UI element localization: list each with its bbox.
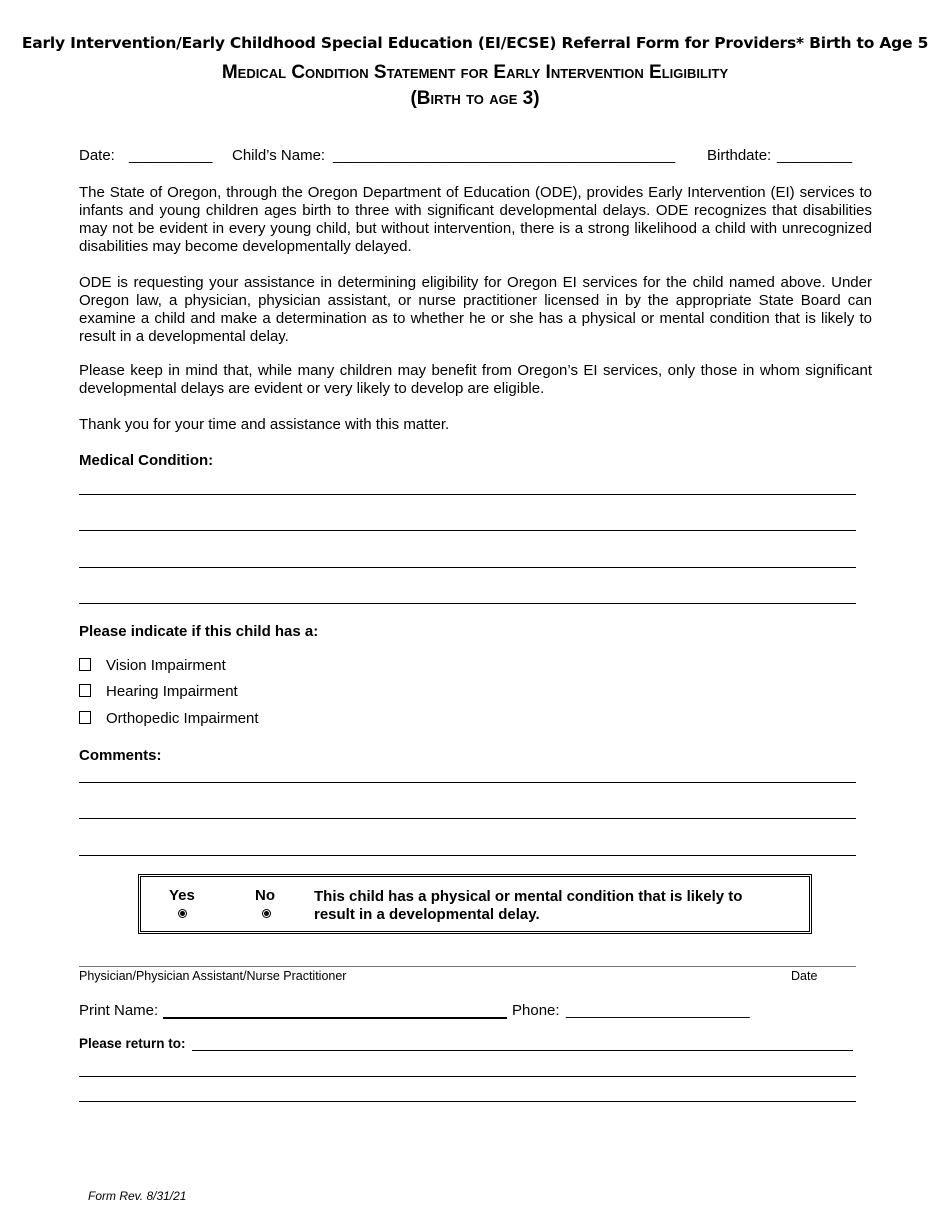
vision-impairment-checkbox[interactable] — [79, 658, 91, 671]
phone-label: Phone: — [512, 1002, 560, 1019]
return-to-line-2[interactable] — [79, 1076, 856, 1077]
print-name-field[interactable] — [163, 1017, 507, 1019]
medical-condition-line-2[interactable] — [79, 530, 856, 531]
orthopedic-impairment-checkbox[interactable] — [79, 711, 91, 724]
medical-condition-line-3[interactable] — [79, 567, 856, 568]
impairments-label: Please indicate if this child has a: — [79, 623, 319, 640]
birthdate-field[interactable]: _________ — [777, 147, 853, 164]
request-paragraph: ODE is requesting your assistance in determining eligibility for Oregon EI services for the child named above. Under Oregon law, a physician, physician assistant, or nurse practitioner licensed in by the appropriate State Board can examine a child and make a determination as to whether he or she has a physical or mental condition that is likely to result in a developmental delay. — [79, 274, 872, 345]
return-to-label: Please return to: — [79, 1036, 186, 1051]
page-title: Medical Condition Statement for Early Intervention Eligibility — [221, 62, 729, 83]
comments-line-1[interactable] — [79, 782, 856, 783]
signature-date-label: Date — [791, 969, 818, 983]
comments-line-3[interactable] — [79, 855, 856, 856]
no-label: No — [255, 887, 275, 904]
attestation-statement: This child has a physical or mental condition that is likely to result in a developmental delay. — [314, 888, 743, 923]
phone-field[interactable]: ______________________ — [566, 1002, 750, 1019]
comments-label: Comments: — [79, 747, 162, 764]
date-field[interactable]: __________ — [129, 147, 213, 164]
form-revision: Form Rev. 8/31/21 — [88, 1189, 187, 1203]
comments-line-2[interactable] — [79, 818, 856, 819]
print-name-label: Print Name: — [79, 1002, 159, 1019]
hearing-impairment-checkbox[interactable] — [79, 684, 91, 697]
eligibility-paragraph: Please keep in mind that, while many children may benefit from Oregon’s EI services, only those in whom significant developmental delays are evident or very likely to develop are eligible. — [79, 362, 872, 397]
return-to-line-1[interactable] — [192, 1050, 853, 1051]
child-info-row — [79, 147, 871, 167]
orthopedic-impairment-label: Orthopedic Impairment — [106, 710, 259, 727]
intro-paragraph: The State of Oregon, through the Oregon Department of Education (ODE), provides Early Intervention (EI) services to infants and young children ages birth to three with significant developmental delays. ODE recognizes that disabilities may not be evident in every young child, but without intervention, there is a strong likelihood a child with unrecognized disabilities may become developmentally delayed. — [79, 184, 872, 255]
child-name-field[interactable]: _________________________________________ — [333, 147, 676, 164]
yes-radio[interactable] — [178, 909, 187, 918]
page-subtitle: (Birth to age 3) — [410, 88, 540, 109]
attestation-box — [138, 874, 812, 934]
child-name-label: Child’s Name: — [232, 147, 326, 164]
signer-label: Physician/Physician Assistant/Nurse Practitioner — [79, 969, 347, 983]
thank-you-paragraph: Thank you for your time and assistance with this matter. — [79, 416, 450, 433]
medical-condition-label: Medical Condition: — [79, 452, 214, 469]
date-label: Date: — [79, 147, 115, 164]
return-to-line-3[interactable] — [79, 1101, 856, 1102]
no-radio[interactable] — [262, 909, 271, 918]
hearing-impairment-label: Hearing Impairment — [106, 683, 238, 700]
vision-impairment-label: Vision Impairment — [106, 657, 226, 674]
birthdate-label: Birthdate: — [707, 147, 772, 164]
medical-condition-line-1[interactable] — [79, 494, 856, 495]
yes-label: Yes — [169, 887, 195, 904]
medical-condition-line-4[interactable] — [79, 603, 856, 604]
top-title: Early Intervention/Early Childhood Special Education (EI/ECSE) Referral Form for Providers* Birth to Age 5 — [21, 34, 929, 52]
signature-line[interactable] — [79, 966, 856, 967]
